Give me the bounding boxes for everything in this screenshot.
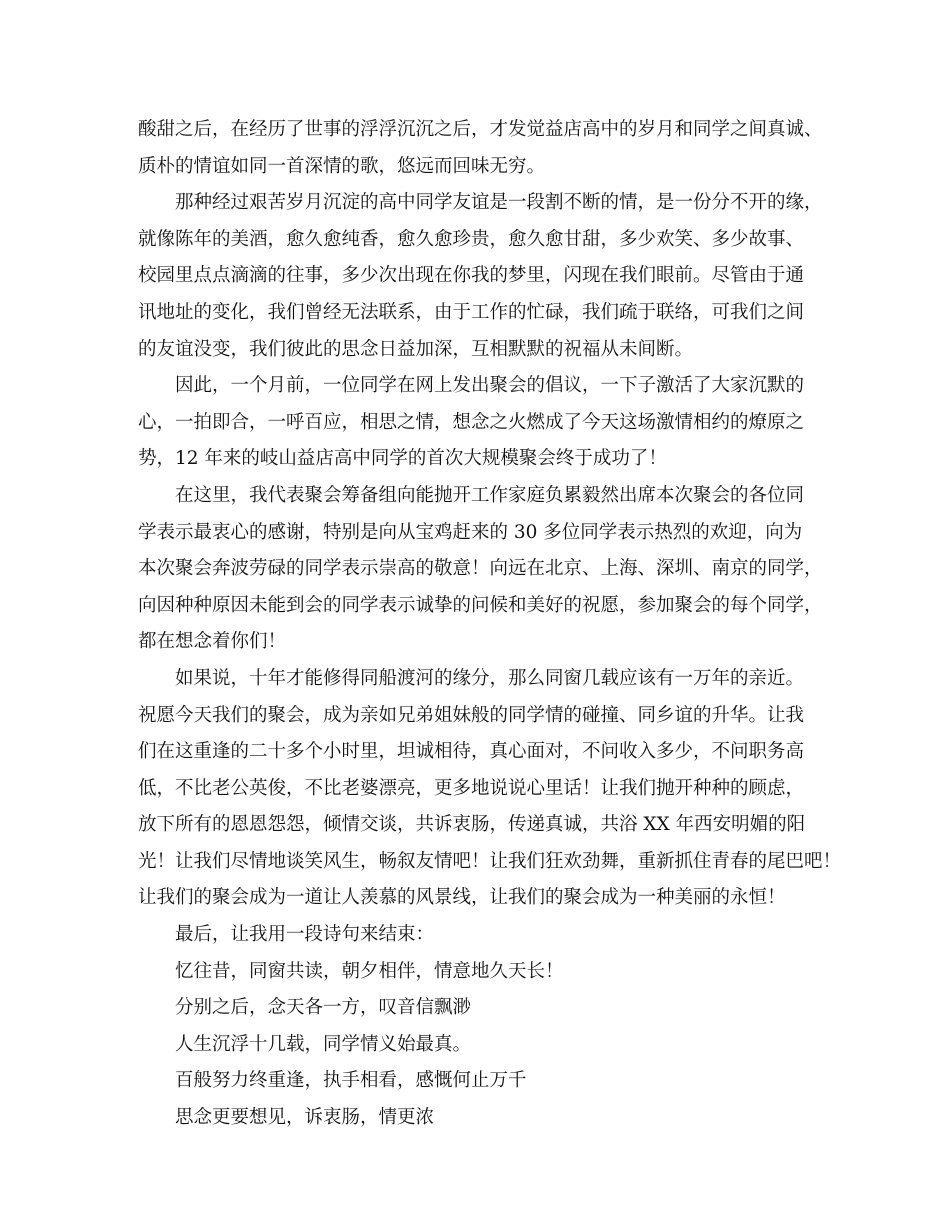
text-line: 祝愿今天我们的聚会，成为亲如兄弟姐妹般的同学情的碰撞、同乡谊的升华。让我 bbox=[138, 704, 805, 726]
text-line: 因此，一个月前，一位同学在网上发出聚会的倡议，一下子激活了大家沉默的 bbox=[175, 375, 805, 397]
text-line: 那种经过艰苦岁月沉淀的高中同学友谊是一段割不断的情，是一份分不开的缘， bbox=[175, 192, 823, 214]
poem-line: 思念更要想见，诉衷肠，情更浓 bbox=[175, 1107, 435, 1129]
text-line: 本次聚会奔波劳碌的同学表示崇高的敬意！向远在北京、上海、深圳、南京的同学， bbox=[138, 558, 823, 580]
text-line: 低，不比老公英俊，不比老婆漂亮，更多地说说心里话！让我们抛开种种的顾虑， bbox=[138, 777, 805, 799]
text-line: 的友谊没变，我们彼此的思念日益加深，互相默默的祝福从未间断。 bbox=[138, 338, 694, 360]
text-line: 学表示最衷心的感谢，特别是向从宝鸡赶来的 30 多位同学表示热烈的欢迎，向为 bbox=[138, 521, 803, 543]
poem-line: 百般努力终重逢，执手相看，感慨何止万千 bbox=[175, 1070, 527, 1092]
text-line: 势，12 年来的岐山益店高中同学的首次大规模聚会终于成功了！ bbox=[138, 448, 667, 470]
text-line: 讯地址的变化，我们曾经无法联系，由于工作的忙碌，我们疏于联络，可我们之间 bbox=[138, 301, 805, 323]
document-body bbox=[138, 112, 842, 1137]
text-line: 最后，让我用一段诗句来结束： bbox=[175, 924, 435, 946]
text-line: 校园里点点滴滴的往事，多少次出现在你我的梦里，闪现在我们眼前。尽管由于通 bbox=[138, 265, 805, 287]
text-line: 光！让我们尽情地谈笑风生，畅叙友情吧！让我们狂欢劲舞，重新抓住青春的尾巴吧！ bbox=[138, 850, 842, 872]
text-line: 就像陈年的美酒，愈久愈纯香，愈久愈珍贵，愈久愈甘甜，多少欢笑、多少故事、 bbox=[138, 228, 805, 250]
text-line: 放下所有的恩恩怨怨，倾情交谈，共诉衷肠，传递真诚，共浴 XX 年西安明媚的阳 bbox=[138, 814, 806, 836]
poem-line: 忆往昔，同窗共读，朝夕相伴，情意地久天长！ bbox=[175, 960, 564, 982]
text-line: 如果说，十年才能修得同船渡河的缘分，那么同窗几载应该有一万年的亲近。 bbox=[175, 667, 805, 689]
text-line: 让我们的聚会成为一道让人羡慕的风景线，让我们的聚会成为一种美丽的永恒！ bbox=[138, 887, 786, 909]
text-line: 们在这重逢的二十多个小时里，坦诚相待，真心面对，不问收入多少，不问职务高 bbox=[138, 741, 805, 763]
text-line: 都在想念着你们！ bbox=[138, 631, 287, 653]
text-line: 在这里，我代表聚会筹备组向能抛开工作家庭负累毅然出席本次聚会的各位同 bbox=[175, 484, 805, 506]
text-line: 向因种种原因未能到会的同学表示诚挚的问候和美好的祝愿，参加聚会的每个同学， bbox=[138, 594, 823, 616]
poem-line: 分别之后，念天各一方，叹音信飘渺 bbox=[175, 997, 472, 1019]
text-line: 质朴的情谊如同一首深情的歌，悠远而回味无穷。 bbox=[138, 155, 546, 177]
text-line: 心，一拍即合，一呼百应，相思之情，想念之火燃成了今天这场激情相约的燎原之 bbox=[138, 411, 805, 433]
text-line: 酸甜之后，在经历了世事的浮浮沉沉之后，才发觉益店高中的岁月和同学之间真诚、 bbox=[138, 119, 823, 140]
poem-line: 人生沉浮十几载，同学情义始最真。 bbox=[175, 1033, 472, 1055]
